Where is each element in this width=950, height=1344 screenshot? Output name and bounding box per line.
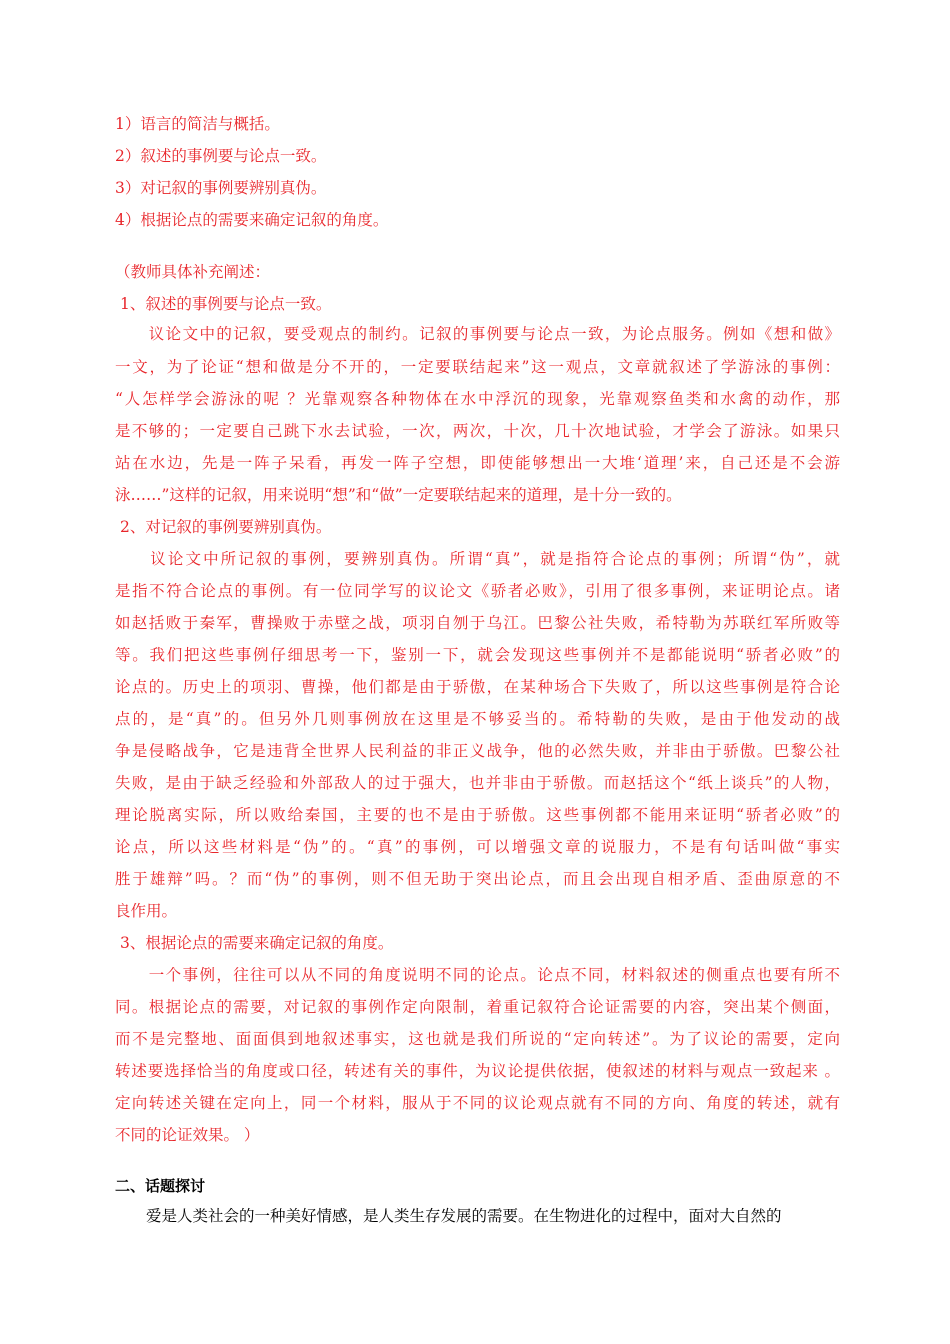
section-1-line: 一文，为了论证“想和做是分不开的，一定要联结起来”这一观点，文章就叙述了学游泳的事例： <box>115 358 840 376</box>
section-2-line: 论点的。历史上的项羽、曹操，他们都是由于骄傲，在某种场合下失败了，所以这些事例是符合论 <box>115 678 840 696</box>
section-2-line: 等。我们把这些事例仔细思考一下，鉴别一下，就会发现这些事例并不是都能说明“骄者必败”的 <box>115 646 840 664</box>
teacher-intro: （教师具体补充阐述： <box>115 263 271 281</box>
section-1-line: 站在水边，先是一阵子呆看，再发一阵子空想，即使能够想出一大堆‘道理’来，自己还是不会游 <box>115 454 840 472</box>
section-3-line: 定向转述关键在定向上，同一个材料，服从于不同的议论观点就有不同的方向、角度的转述，就有 <box>115 1094 840 1112</box>
section-2-line: 失败，是由于缺乏经验和外部敌人的过于强大，也并非由于骄傲。而赵括这个“纸上谈兵”的人物， <box>115 774 840 792</box>
section-2-line: 点的，是“真”的。但另外几则事例放在这里是不够妥当的。希特勒的失败，是由于他发动的战 <box>115 710 840 728</box>
section-1-line: 是不够的；一定要自己跳下水去试验，一次，两次，十次，几十次地试验，才学会了游泳。如果只 <box>115 422 840 440</box>
list-item-2: 2）叙述的事例要与论点一致。 <box>115 147 327 165</box>
section-heading: 二、话题探讨 <box>115 1177 206 1195</box>
list-item-4: 4）根据论点的需要来确定记叙的角度。 <box>115 211 389 229</box>
section-2-line: 论点，所以这些材料是“伪”的。“真”的事例，可以增强文章的说服力，不是有句话叫做“事实 <box>115 838 840 856</box>
section-3-line: 转述要选择恰当的角度或口径，转述有关的事件，为议论提供依据，使叙述的材料与观点一致起来 。 <box>115 1062 840 1080</box>
section-2-line: 争是侵略战争，它是违背全世界人民利益的非正义战争，他的必然失败，并非由于骄傲。巴黎公社 <box>115 742 840 760</box>
section-2-line: 议论文中所记叙的事例，要辨别真伪。所谓“真”，就是指符合论点的事例；所谓“伪”，就 <box>115 550 840 568</box>
section-1-title: 1、叙述的事例要与论点一致。 <box>120 295 332 313</box>
section-1-line: “人怎样学会游泳的呢 ？光靠观察各种物体在水中浮沉的现象，光靠观察鱼类和水禽的动作，那 <box>115 390 840 408</box>
section-3-line: 而不是完整地、面面俱到地叙述事实，这也就是我们所说的“定向转述”。为了议论的需要，定向 <box>115 1030 840 1048</box>
section-2-line: 理论脱离实际，所以败给秦国，主要的也不是由于骄傲。这些事例都不能用来证明“骄者必败”的 <box>115 806 840 824</box>
section-2-title: 2、对记叙的事例要辨别真伪。 <box>120 518 332 536</box>
section-1-line: 泳……”这样的记叙，用来说明“想”和“做”一定要联结起来的道理，是十分一致的。 <box>115 486 682 504</box>
section-2-line: 如赵括败于秦军，曹操败于赤壁之战，项羽自刎于乌江。巴黎公社失败，希特勒为苏联红军所败等 <box>115 614 840 632</box>
body-paragraph-line: 爱是人类社会的一种美好情感，是人类生存发展的需要。在生物进化的过程中，面对大自然的 <box>115 1207 782 1225</box>
section-2-line: 胜于雄辩”吗。？而“伪”的事例，则不但无助于突出论点，而且会出现自相矛盾、歪曲原意的不 <box>115 870 840 888</box>
list-item-3: 3）对记叙的事例要辨别真伪。 <box>115 179 327 197</box>
section-2-line: 良作用。 <box>115 902 178 920</box>
section-3-line: 同。根据论点的需要，对记叙的事例作定向限制，着重记叙符合论证需要的内容，突出某个侧面， <box>115 998 840 1016</box>
section-3-line: 一个事例，往往可以从不同的角度说明不同的论点。论点不同，材料叙述的侧重点也要有所不 <box>115 966 840 984</box>
section-3-line: 不同的论证效果。 ） <box>115 1126 260 1144</box>
list-item-1: 1）语言的简洁与概括。 <box>115 115 280 133</box>
section-3-title: 3、根据论点的需要来确定记叙的角度。 <box>120 934 394 952</box>
section-1-line: 议论文中的记叙，要受观点的制约。记叙的事例要与论点一致，为论点服务。例如《想和做》 <box>115 325 840 343</box>
section-2-line: 是指不符合论点的事例。有一位同学写的议论文《骄者必败》，引用了很多事例，来证明论点。诸 <box>115 582 840 600</box>
